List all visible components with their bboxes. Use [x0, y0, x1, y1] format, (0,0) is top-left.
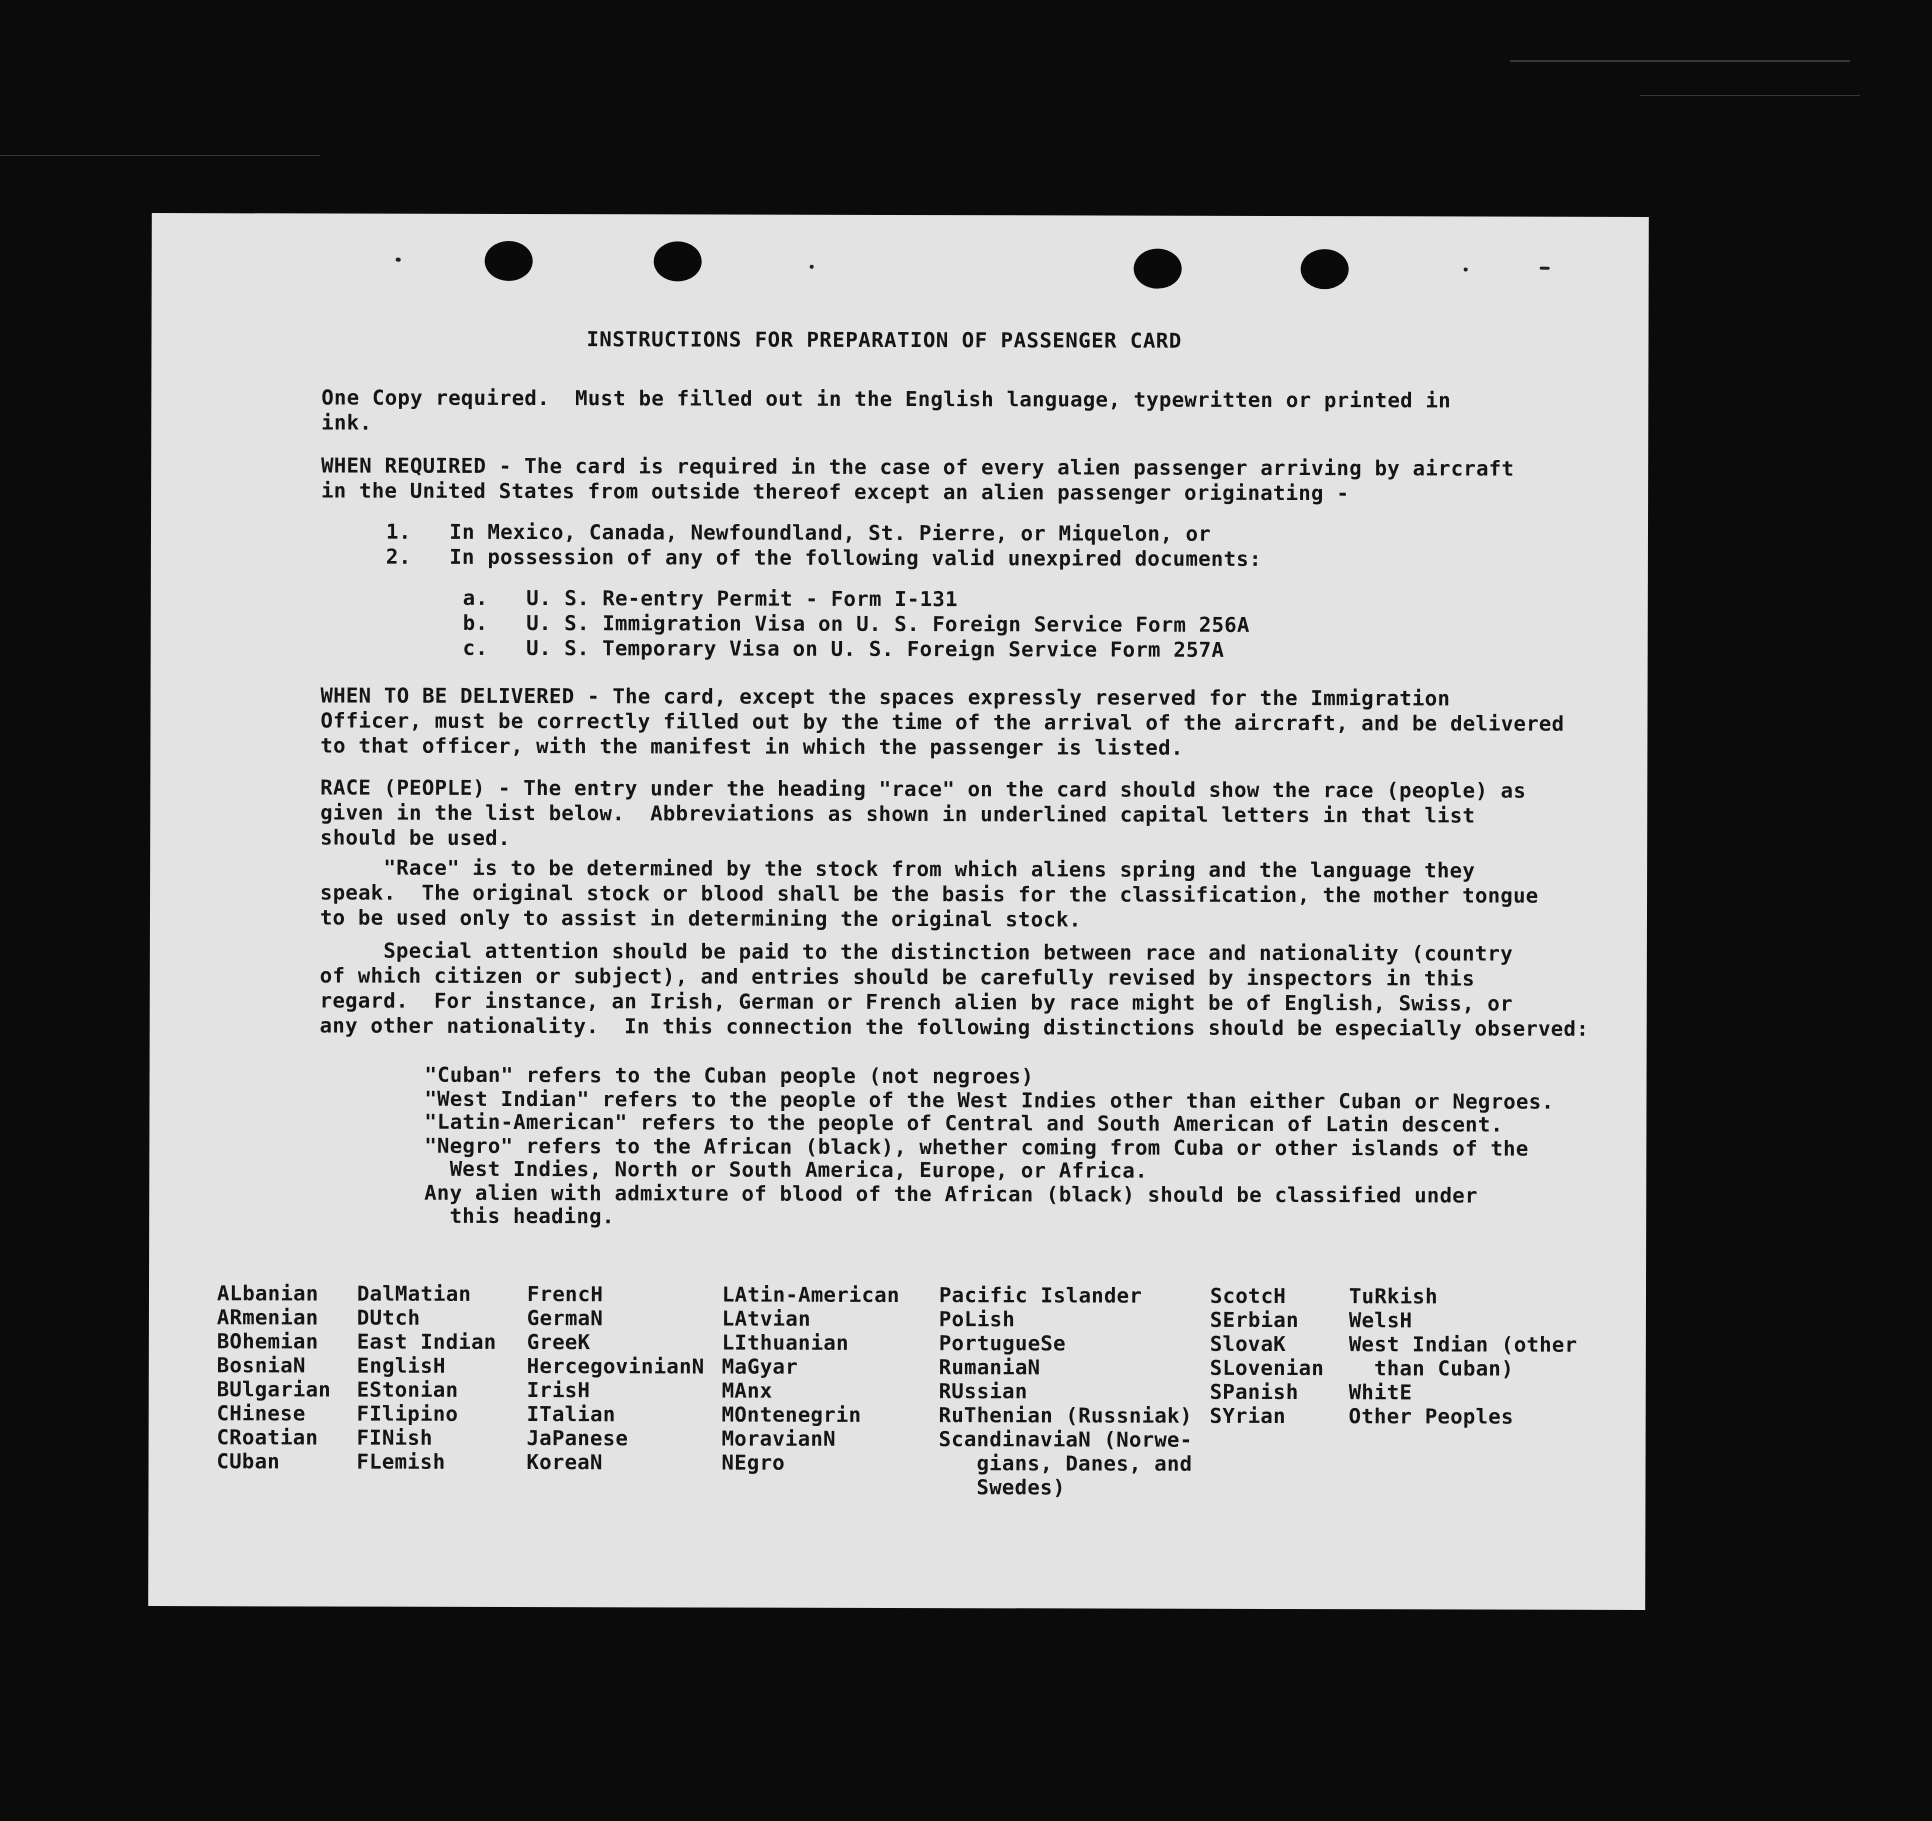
- race-entry: gians, Danes, and: [938, 1451, 1193, 1476]
- list-item: 1. In Mexico, Canada, Newfoundland, St. Pierre, or Miquelon, or: [385, 519, 1212, 546]
- race-entry: EnglisH: [356, 1353, 446, 1378]
- race-column: [1349, 1284, 1578, 1429]
- race-entry: CHinese: [216, 1401, 306, 1426]
- race-entry: GreeK: [526, 1330, 591, 1355]
- intro-paragraph: [321, 385, 1641, 438]
- race-entry: MOntenegrin: [721, 1402, 862, 1427]
- race-entry: Swedes): [938, 1475, 1066, 1500]
- text-line: in the United States from outside thereof except an alien passenger originating -: [321, 478, 1350, 506]
- race-entry: BOhemian: [216, 1329, 319, 1354]
- race-entry: MoravianN: [721, 1426, 836, 1451]
- list-item: b. U. S. Immigration Visa on U. S. Foreign Service Form 256A: [462, 610, 1250, 637]
- race-entry: ITalian: [526, 1402, 616, 1427]
- race-list: [149, 1281, 1646, 1500]
- race-entry: Other Peoples: [1348, 1404, 1514, 1429]
- scan-artifact-line: [1510, 60, 1850, 62]
- text-line: "Latin-American" refers to the people of Central and South American of Latin descent.: [424, 1109, 1504, 1137]
- race-entry: ScotcH: [1209, 1283, 1287, 1309]
- race-people-paragraph: [320, 775, 1640, 853]
- distinctions-list: [424, 1064, 1744, 1232]
- perforation-mark: [1540, 267, 1550, 270]
- race-entry: CRoatian: [216, 1425, 319, 1450]
- race-entry: FrencH: [526, 1282, 604, 1307]
- text-line: of which citizen or subject), and entries should be carefully revised by inspectors in this: [319, 963, 1475, 991]
- race-entry: RumaniaN: [938, 1355, 1041, 1380]
- race-entry: EStonian: [356, 1377, 459, 1402]
- race-entry: DalMatian: [356, 1281, 472, 1306]
- perforation-mark: [1464, 267, 1468, 271]
- list-item: 2. In possession of any of the following valid unexpired documents:: [385, 544, 1262, 571]
- text-line: to that officer, with the manifest in which the passenger is listed.: [320, 733, 1184, 760]
- race-entry: RUssian: [938, 1379, 1028, 1404]
- numbered-list: [386, 520, 1706, 573]
- race-entry: RuThenian (Russniak): [938, 1403, 1193, 1428]
- race-column: [217, 1281, 332, 1473]
- race-entry: FIlipino: [356, 1401, 459, 1426]
- race-entry: Pacific Islander: [938, 1283, 1143, 1308]
- race-entry: JaPanese: [526, 1426, 629, 1451]
- race-entry: DUtch: [356, 1305, 421, 1330]
- race-entry: MaGyar: [721, 1354, 798, 1379]
- race-entry: East Indian: [356, 1329, 497, 1354]
- text-line: WHEN TO BE DELIVERED - The card, except the spaces expressly reserved for the Immigration: [320, 683, 1451, 711]
- race-entry: PoLish: [938, 1307, 1016, 1332]
- race-entry: LIthuanian: [721, 1330, 849, 1355]
- race-entry: NEgro: [721, 1450, 786, 1475]
- race-column: [527, 1282, 705, 1474]
- text-line: RACE (PEOPLE) - The entry under the heading "race" on the card should show the race (people) as: [320, 775, 1527, 803]
- perforation-mark: [396, 258, 401, 262]
- text-line: Any alien with admixture of blood of the African (black) should be classified under: [424, 1180, 1478, 1208]
- race-entry: SLovenian: [1209, 1355, 1325, 1381]
- race-entry: KoreaN: [526, 1450, 603, 1475]
- text-line: any other nationality. In this connection the following distinctions should be especially observed:: [319, 1013, 1589, 1041]
- text-line: given in the list below. Abbreviations as shown in underlined capital letters in that list: [320, 800, 1476, 828]
- special-attention-paragraph: [320, 938, 1640, 1041]
- race-column: [1210, 1284, 1325, 1428]
- text-line: this heading.: [424, 1203, 615, 1229]
- race-entry: CUban: [216, 1449, 281, 1474]
- race-entry: BosniaN: [216, 1353, 306, 1378]
- list-item: c. U. S. Temporary Visa on U. S. Foreign Service Form 257A: [462, 635, 1225, 662]
- race-entry: ScandinaviaN (Norwe-: [938, 1427, 1193, 1452]
- text-line: should be used.: [320, 825, 511, 850]
- page-title: INSTRUCTIONS FOR PREPARATION OF PASSENGER CARD: [586, 327, 1182, 353]
- text-line: "West Indian" refers to the people of the West Indies other than either Cuban or Negroes.: [424, 1086, 1555, 1114]
- when-required-paragraph: [321, 453, 1641, 506]
- scan-artifact-line: [0, 155, 320, 156]
- race-entry: LAtvian: [721, 1306, 811, 1331]
- race-column: [357, 1282, 497, 1474]
- race-entry: MAnx: [721, 1378, 773, 1403]
- race-entry: BUlgarian: [216, 1377, 332, 1402]
- scan-artifact-line: [1640, 95, 1860, 96]
- race-entry: FLemish: [356, 1449, 446, 1474]
- race-entry: GermaN: [526, 1306, 604, 1331]
- documents-list: [463, 586, 1783, 664]
- race-entry: FINish: [356, 1425, 433, 1450]
- punch-hole: [1301, 249, 1349, 289]
- race-entry: WhitE: [1348, 1380, 1413, 1405]
- text-line: "Race" is to be determined by the stock from which aliens spring and the language they: [320, 855, 1476, 883]
- punch-hole: [485, 241, 533, 281]
- race-column: [722, 1283, 900, 1475]
- text-line: speak. The original stock or blood shall be the basis for the classification, the mother tongue: [320, 880, 1539, 908]
- text-line: "Negro" refers to the African (black), whether coming from Cuba or other islands of the: [424, 1133, 1529, 1161]
- race-entry: SlovaK: [1209, 1331, 1287, 1357]
- text-line: regard. For instance, an Irish, German or French alien by race might be of English, Swiss, or: [319, 988, 1513, 1016]
- race-entry: ALbanian: [216, 1281, 319, 1306]
- list-item: a. U. S. Re-entry Permit - Form I-131: [462, 585, 958, 612]
- text-line: WHEN REQUIRED - The card is required in the case of every alien passenger arriving by aircraft: [321, 453, 1515, 481]
- text-line: Special attention should be paid to the distinction between race and nationality (country: [319, 938, 1513, 966]
- race-entry: ARmenian: [216, 1305, 319, 1330]
- text-line: Officer, must be correctly filled out by the time of the arrival of the aircraft, and be delivered: [320, 708, 1565, 736]
- race-determined-paragraph: [320, 855, 1640, 933]
- text-line: "Cuban" refers to the Cuban people (not negroes): [424, 1062, 1034, 1089]
- race-entry: than Cuban): [1348, 1356, 1514, 1381]
- race-column: [938, 1283, 1192, 1500]
- race-entry: SYrian: [1209, 1403, 1286, 1429]
- race-entry: IrisH: [526, 1378, 591, 1403]
- text-line: to be used only to assist in determining the original stock.: [319, 905, 1082, 932]
- text-line: One Copy required. Must be filled out in the English language, typewritten or printed in: [321, 385, 1451, 413]
- race-entry: SPanish: [1209, 1379, 1299, 1405]
- race-entry: West Indian (other: [1348, 1332, 1578, 1357]
- punch-hole: [654, 241, 702, 281]
- when-delivered-paragraph: [320, 683, 1640, 761]
- race-entry: TuRkish: [1348, 1284, 1438, 1309]
- race-entry: PortugueSe: [938, 1331, 1066, 1356]
- race-entry: SErbian: [1209, 1307, 1299, 1333]
- race-entry: WelsH: [1348, 1308, 1413, 1333]
- race-entry: LAtin-American: [721, 1282, 900, 1308]
- punch-hole: [1134, 249, 1182, 289]
- race-entry: HercegovinianN: [526, 1354, 705, 1379]
- perforation-mark: [810, 265, 814, 269]
- document-page: [148, 213, 1649, 1610]
- text-line: West Indies, North or South America, Europe, or Africa.: [424, 1156, 1148, 1183]
- text-line: ink.: [321, 410, 373, 435]
